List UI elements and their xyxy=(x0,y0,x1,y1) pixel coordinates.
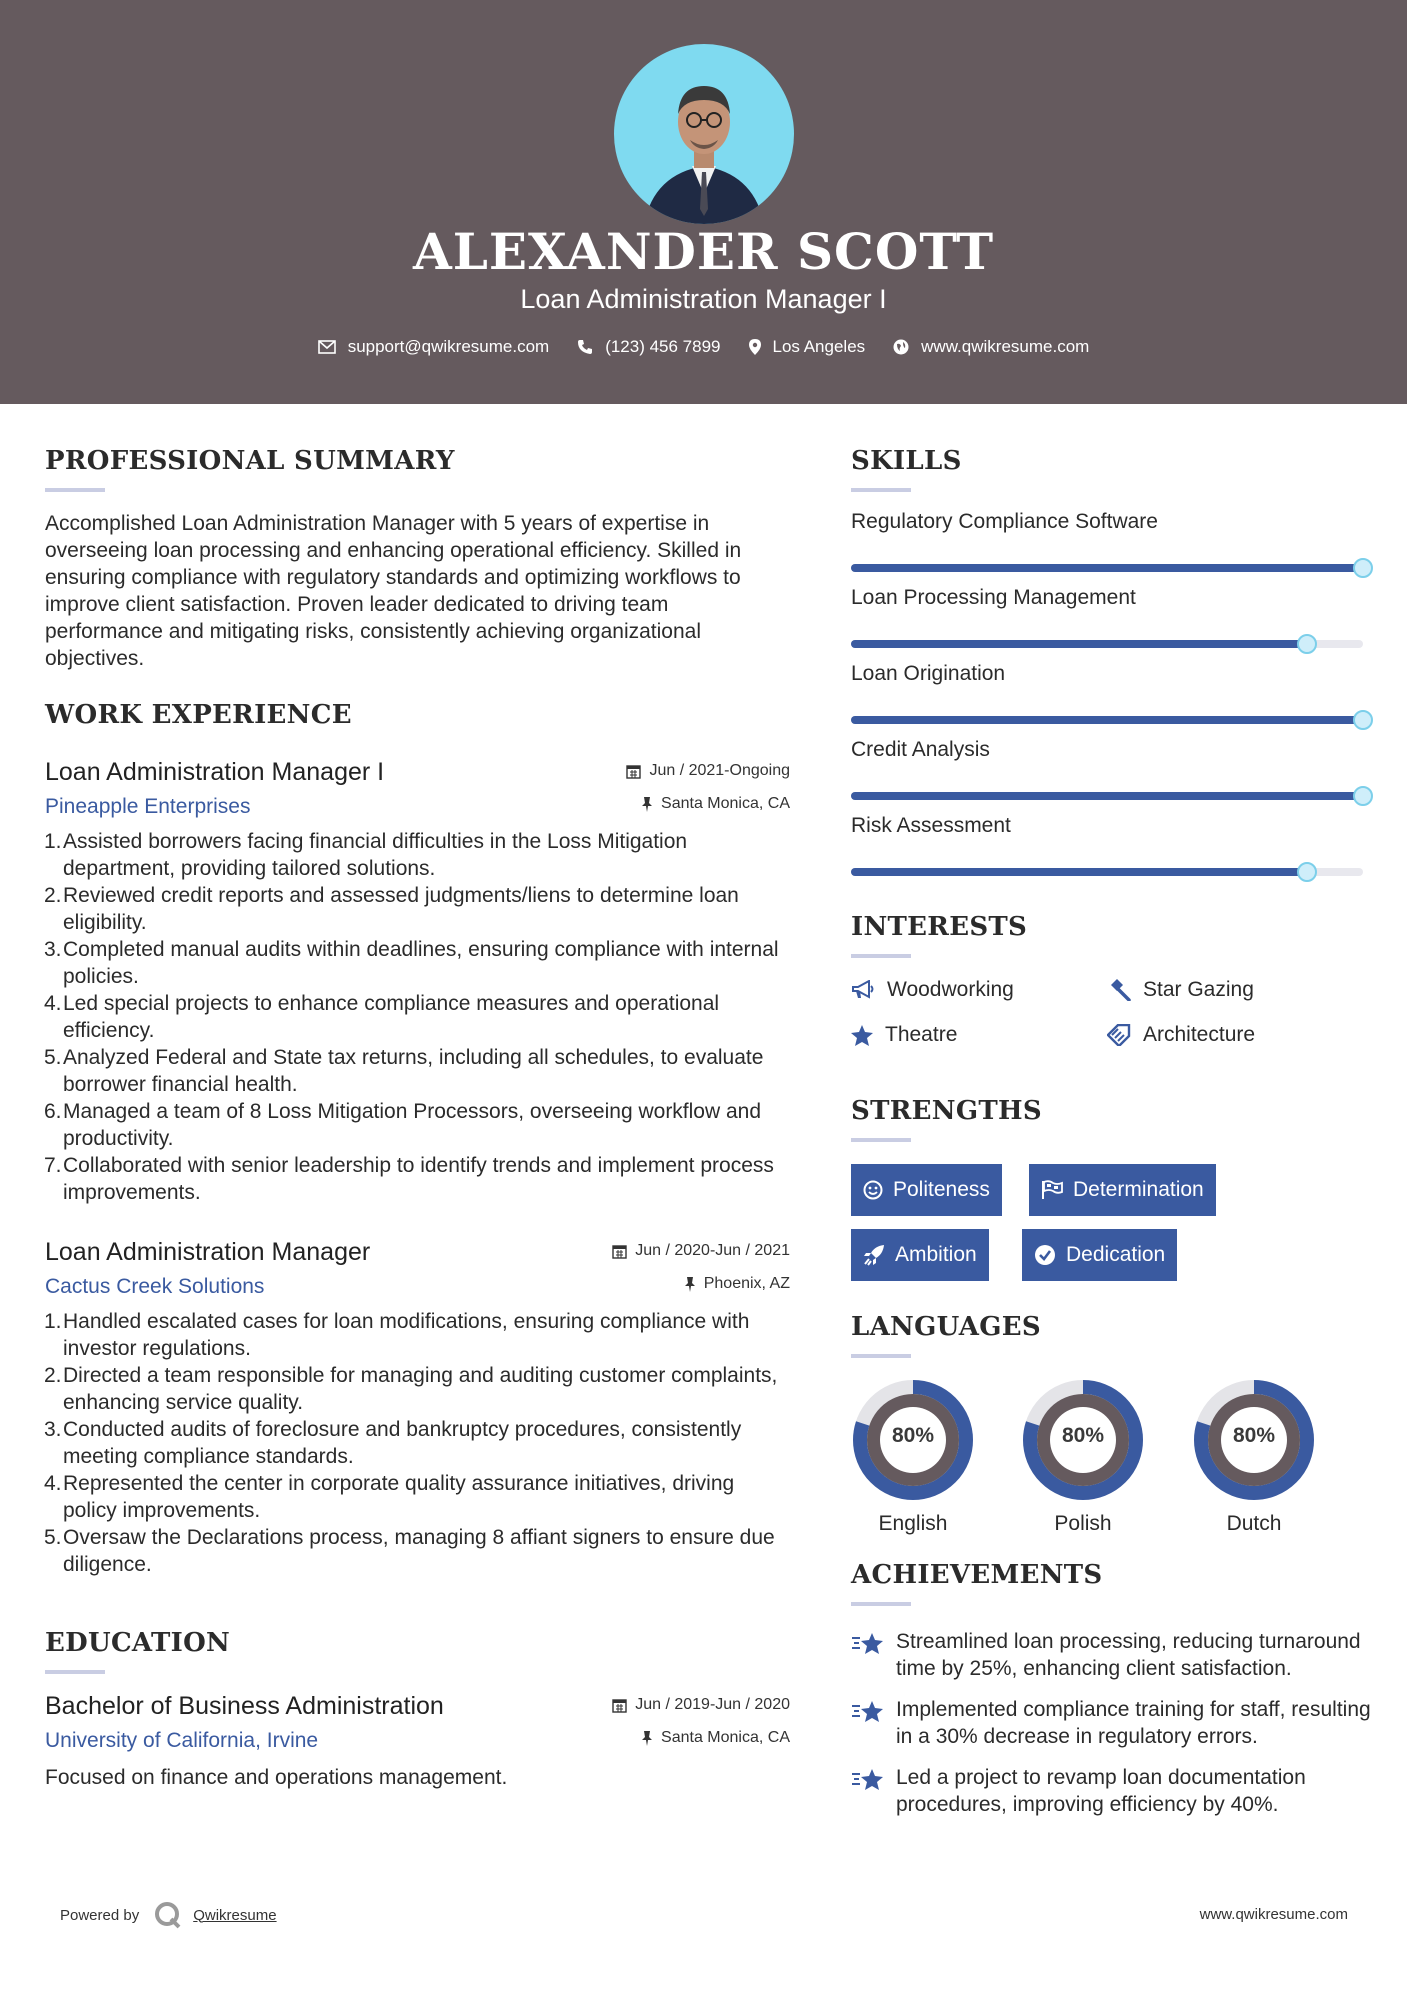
skill-item xyxy=(851,662,1371,738)
achievement-item: Streamlined loan processing, reducing turnaround time by 25%, enhancing client satisfaction. xyxy=(851,1628,1371,1682)
contact-website[interactable] xyxy=(893,337,1089,357)
skill-item xyxy=(851,738,1371,814)
skill-bar xyxy=(851,564,1363,572)
education-section xyxy=(45,1628,790,1791)
skill-bar-fill xyxy=(851,640,1307,648)
interest-item: Woodworking xyxy=(851,978,1014,1002)
tag-icon xyxy=(1107,1024,1131,1046)
star-icon xyxy=(851,1025,873,1046)
skill-bar xyxy=(851,792,1363,800)
language-percent: 80% xyxy=(1232,1424,1276,1447)
contact-email[interactable] xyxy=(318,337,550,357)
language-percent: 80% xyxy=(891,1424,935,1447)
section-title-summary: PROFESSIONAL SUMMARY xyxy=(45,446,455,476)
section-divider xyxy=(851,488,911,492)
qwikresume-link[interactable]: Qwikresume xyxy=(193,1906,277,1924)
skill-bar-knob xyxy=(1353,786,1373,806)
skill-bar-knob xyxy=(1353,558,1373,578)
education-location xyxy=(641,1729,790,1747)
strength-badge: Determination xyxy=(1029,1164,1216,1216)
section-title-languages: LANGUAGES xyxy=(851,1312,1041,1342)
avatar xyxy=(614,44,794,224)
skill-bar-fill xyxy=(851,792,1363,800)
list-item: 1. Assisted borrowers facing financial difficulties in the Loss Mitigation department, providing tailored solutions. xyxy=(44,830,688,880)
pushpin-icon xyxy=(641,1731,653,1746)
megaphone-icon xyxy=(851,980,875,1000)
calendar-icon xyxy=(612,1698,627,1713)
skill-bar xyxy=(851,640,1363,648)
envelope-icon xyxy=(318,340,336,354)
job-location-text: Phoenix, AZ xyxy=(703,1275,790,1292)
section-divider xyxy=(851,1602,911,1606)
strength-badge: Politeness xyxy=(851,1164,1002,1216)
achievement-item: Implemented compliance training for staff, resulting in a 30% decrease in regulatory errors. xyxy=(851,1696,1371,1750)
list-item: 4. Represented the center in corporate quality assurance initiatives, driving policy improvements. xyxy=(44,1472,735,1522)
achievements-list xyxy=(851,1628,1371,1818)
skills-section xyxy=(851,446,1371,890)
skill-bar-knob xyxy=(1297,862,1317,882)
section-divider xyxy=(851,1354,911,1358)
skill-bar-fill xyxy=(851,716,1363,724)
right-column xyxy=(851,404,1371,1832)
section-title-strengths: STRENGTHS xyxy=(851,1096,1042,1126)
job-responsibilities xyxy=(45,828,790,1206)
section-divider xyxy=(45,1670,105,1674)
footer-powered-by xyxy=(60,1900,277,1930)
flag-icon xyxy=(1041,1180,1063,1200)
section-title-education: EDUCATION xyxy=(45,1628,231,1658)
calendar-icon xyxy=(626,764,641,779)
skill-item xyxy=(851,586,1371,662)
education-description: Focused on finance and operations management. xyxy=(45,1766,508,1789)
job-entry xyxy=(45,1238,790,1578)
email-text: support@qwikresume.com xyxy=(347,337,550,356)
job-responsibilities xyxy=(45,1308,790,1578)
strengths-section xyxy=(851,1096,1371,1304)
section-divider xyxy=(45,488,105,492)
location-text: Los Angeles xyxy=(772,337,866,356)
list-item: 3. Conducted audits of foreclosure and bankruptcy procedures, consistently meeting compliance standards. xyxy=(44,1418,742,1468)
candidate-name: ALEXANDER SCOTT xyxy=(412,222,995,281)
section-title-skills: SKILLS xyxy=(851,446,962,476)
skill-name: Regulatory Compliance Software xyxy=(851,510,1158,533)
achievement-item: Led a project to revamp loan documentation procedures, improving efficiency by 40%. xyxy=(851,1764,1371,1818)
pushpin-icon xyxy=(684,1277,696,1292)
job-entry xyxy=(45,758,790,1206)
degree-title: Bachelor of Business Administration xyxy=(45,1692,444,1720)
shooting-star-icon xyxy=(851,1766,885,1794)
interest-item: Theatre xyxy=(851,1023,957,1047)
language-name: Polish xyxy=(1054,1512,1112,1535)
phone-text: (123) 456 7899 xyxy=(605,337,721,356)
section-title-achievements: ACHIEVEMENTS xyxy=(851,1560,1103,1590)
language-item xyxy=(1192,1378,1316,1536)
section-title-interests: INTERESTS xyxy=(851,912,1028,942)
skill-bar-fill xyxy=(851,564,1363,572)
skill-bar xyxy=(851,868,1363,876)
calendar-icon xyxy=(612,1244,627,1259)
language-percent: 80% xyxy=(1061,1424,1105,1447)
list-item: 5. Oversaw the Declarations process, managing 8 affiant signers to ensure due diligence. xyxy=(44,1526,775,1576)
strength-badge: Ambition xyxy=(851,1229,989,1281)
company-name[interactable]: Pineapple Enterprises xyxy=(45,795,251,818)
job-date xyxy=(612,1242,790,1260)
section-divider xyxy=(851,1138,911,1142)
list-item: 6. Managed a team of 8 Loss Mitigation Processors, overseeing workflow and productivity. xyxy=(44,1100,762,1150)
experience-section xyxy=(45,700,790,1578)
job-date-text: Jun / 2021-Ongoing xyxy=(649,762,790,779)
skill-bar-knob xyxy=(1297,634,1317,654)
skill-name: Loan Processing Management xyxy=(851,586,1136,609)
list-item: 2. Reviewed credit reports and assessed judgments/liens to determine loan eligibility. xyxy=(44,884,739,934)
skill-bar-knob xyxy=(1353,710,1373,730)
contact-location xyxy=(749,337,866,357)
skills-list xyxy=(851,510,1371,890)
skill-name: Loan Origination xyxy=(851,662,1006,685)
map-marker-icon xyxy=(749,339,761,355)
interest-item: Architecture xyxy=(1107,1023,1255,1047)
summary-text: Accomplished Loan Administration Manager with 5 years of expertise in overseeing loan processing and enhancing operational efficiency. Skilled in ensuring compliance with regulatory standards and optimizing workflows to improve client satisfaction. Proven leader dedicated to driving team performance and mitigating risks, consistently achieving organizational objectives. xyxy=(45,512,742,670)
company-name[interactable]: Cactus Creek Solutions xyxy=(45,1275,265,1298)
interests-list xyxy=(851,978,1371,1068)
job-header xyxy=(45,1238,790,1308)
education-header xyxy=(45,1692,790,1762)
rocket-icon xyxy=(863,1244,885,1266)
list-item: 4. Led special projects to enhance compliance measures and operational efficiency. xyxy=(44,992,720,1042)
contact-bar xyxy=(0,337,1407,357)
list-item: 7. Collaborated with senior leadership to identify trends and implement process improvements. xyxy=(44,1154,774,1204)
list-item: 3. Completed manual audits within deadlines, ensuring compliance with internal policies. xyxy=(44,938,779,988)
education-entry xyxy=(45,1692,790,1791)
pushpin-icon xyxy=(641,797,653,812)
shooting-star-icon xyxy=(851,1630,885,1658)
contact-phone[interactable] xyxy=(577,337,720,357)
languages-list xyxy=(851,1378,1371,1548)
job-location xyxy=(684,1275,790,1293)
language-name: English xyxy=(878,1512,948,1535)
footer-website[interactable]: www.qwikresume.com xyxy=(1199,1906,1348,1923)
section-title-experience: WORK EXPERIENCE xyxy=(45,700,352,730)
education-date-text: Jun / 2019-Jun / 2020 xyxy=(635,1696,790,1713)
skill-name: Credit Analysis xyxy=(851,738,990,761)
education-location-text: Santa Monica, CA xyxy=(661,1729,790,1746)
job-title: Loan Administration Manager xyxy=(45,1238,371,1266)
education-date xyxy=(612,1696,790,1714)
phone-icon xyxy=(577,339,593,355)
profile-photo xyxy=(614,44,794,224)
powered-by-label: Powered by xyxy=(60,1906,140,1924)
job-title: Loan Administration Manager I xyxy=(45,758,385,786)
job-date-text: Jun / 2020-Jun / 2021 xyxy=(635,1242,790,1259)
header xyxy=(0,0,1407,404)
interest-item: Star Gazing xyxy=(1107,978,1254,1002)
job-location-text: Santa Monica, CA xyxy=(661,795,790,812)
strengths-list xyxy=(851,1164,1371,1304)
qwikresume-logo-icon xyxy=(153,1900,183,1930)
list-item: 2. Directed a team responsible for managing and auditing customer complaints, enhancing service quality. xyxy=(44,1364,778,1414)
language-item xyxy=(1021,1378,1145,1536)
skill-name: Risk Assessment xyxy=(851,814,1011,837)
job-location xyxy=(641,795,790,813)
check-circle-icon xyxy=(1034,1244,1056,1266)
language-name: Dutch xyxy=(1226,1512,1282,1535)
summary-section xyxy=(45,446,790,672)
list-item: 5. Analyzed Federal and State tax returns, including all schedules, to evaluate borrower financial health. xyxy=(44,1046,764,1096)
language-item xyxy=(851,1378,975,1536)
gavel-icon xyxy=(1107,979,1131,1001)
smile-icon xyxy=(863,1180,883,1200)
list-item: 1. Handled escalated cases for loan modifications, ensuring compliance with investor regulations. xyxy=(44,1310,750,1360)
skill-bar-fill xyxy=(851,868,1307,876)
skill-bar xyxy=(851,716,1363,724)
strength-badge: Dedication xyxy=(1022,1229,1177,1281)
achievements-section xyxy=(851,1560,1371,1818)
shooting-star-icon xyxy=(851,1698,885,1726)
languages-section xyxy=(851,1312,1371,1548)
interests-section xyxy=(851,912,1371,1068)
globe-icon xyxy=(893,339,909,355)
left-column xyxy=(45,404,790,1791)
school-name[interactable]: University of California, Irvine xyxy=(45,1729,319,1752)
job-date xyxy=(626,762,790,780)
section-divider xyxy=(851,954,911,958)
skill-item xyxy=(851,510,1371,586)
skill-item xyxy=(851,814,1371,890)
job-header xyxy=(45,758,790,828)
candidate-title: Loan Administration Manager I xyxy=(520,284,887,314)
website-text: www.qwikresume.com xyxy=(921,337,1090,356)
